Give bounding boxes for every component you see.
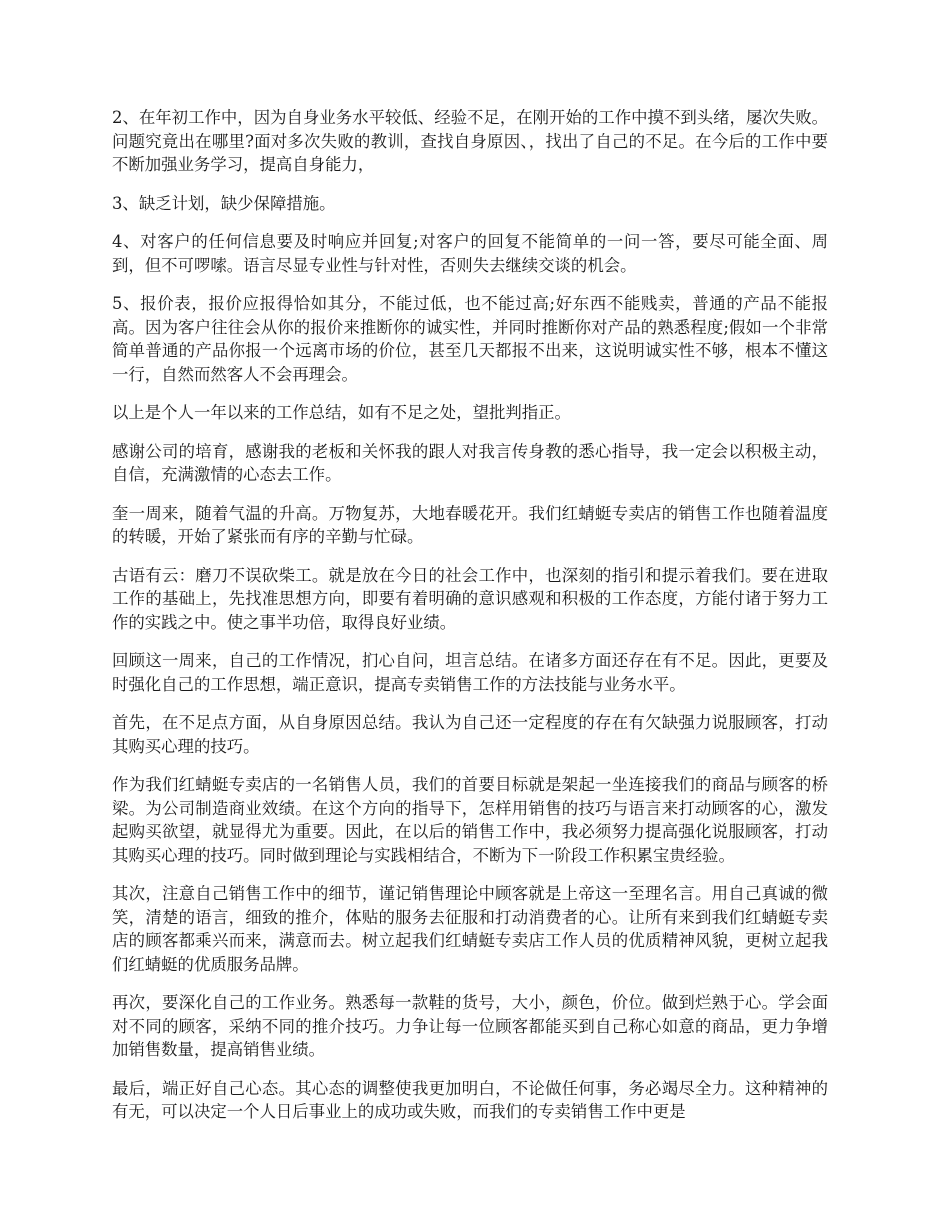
paragraph: 回顾这一周来，自己的工作情况，扪心自问，坦言总结。在诸多方面还存在有不足。因此，更要及时强化自己的工作思想，端正意识，提高专卖销售工作的方法技能与业务水平。 (112, 651, 828, 694)
paragraph: 感谢公司的培育，感谢我的老板和关怀我的跟人对我言传身教的悉心指导，我一定会以积极主动，自信，充满激情的心态去工作。 (112, 441, 828, 484)
paragraph: 其次，注意自己销售工作中的细节，谨记销售理论中顾客就是上帝这一至理名言。用自己真诚的微笑，清楚的语言，细致的推介，体贴的服务去征服和打动消费者的心。让所有来到我们红蜻蜓专卖店的顾客都乘兴而来，满意而去。树立起我们红蜻蜓专卖店工作人员的优质精神风貌，更树立起我们红蜻蜓的优质服务品牌。 (112, 884, 828, 974)
paragraph: 再次，要深化自己的工作业务。熟悉每一款鞋的货号，大小，颜色，价位。做到烂熟于心。学会面对不同的顾客，采纳不同的推介技巧。力争让每一位顾客都能买到自己称心如意的商品，更力争增加销售数量，提高销售业绩。 (112, 993, 828, 1059)
paragraph: 3、缺乏计划，缺少保障措施。 (112, 193, 336, 213)
paragraph: 奎一周来，随着气温的升高。万物复苏，大地春暖花开。我们红蜻蜓专卖店的销售工作也随着温度的转暖，开始了紧张而有序的辛勤与忙碌。 (112, 503, 828, 546)
paragraph: 作为我们红蜻蜓专卖店的一名销售人员，我们的首要目标就是架起一坐连接我们的商品与顾客的桥梁。为公司制造商业效绩。在这个方向的指导下，怎样用销售的技巧与语言来打动顾客的心，激发起购买欲望，就显得尤为重要。因此，在以后的销售工作中，我必须努力提高强化说服顾客，打动其购买心理的技巧。同时做到理论与实践相结合，不断为下一阶段工作积累宝贵经验。 (112, 775, 828, 865)
paragraph: 4、对客户的任何信息要及时响应并回复;对客户的回复不能简单的一问一答，要尽可能全面、周到，但不可啰嗦。语言尽显专业性与针对性，否则失去继续交谈的机会。 (112, 232, 828, 275)
paragraph: 古语有云：磨刀不误砍柴工。就是放在今日的社会工作中，也深刻的指引和提示着我们。要在进取工作的基础上，先找准思想方向，即要有着明确的意识感观和积极的工作态度，方能付诸于努力工作的实践之中。使之事半功倍，取得良好业绩。 (112, 565, 828, 632)
paragraph: 以上是个人一年以来的工作总结，如有不足之处，望批判指正。 (112, 403, 571, 422)
document-body (112, 106, 828, 1139)
paragraph: 最后，端正好自己心态。其心态的调整使我更加明白，不论做任何事，务必竭尽全力。这种精神的有无，可以决定一个人日后事业上的成功或失败，而我们的专卖销售工作中更是 (112, 1078, 828, 1121)
paragraph: 2、在年初工作中，因为自身业务水平较低、经验不足，在刚开始的工作中摸不到头绪，屡次失败。问题究竟出在哪里?面对多次失败的教训，查找自身原因、，找出了自己的不足。在今后的工作中要不断加强业务学习，提高自身能力， (112, 108, 828, 174)
paragraph: 首先，在不足点方面，从自身原因总结。我认为自己还一定程度的存在有欠缺强力说服顾客，打动其购买心理的技巧。 (112, 713, 828, 756)
paragraph: 5、报价表，报价应报得恰如其分，不能过低，也不能过高;好东西不能贱卖，普通的产品不能报高。因为客户往往会从你的报价来推断你的诚实性，并同时推断你对产品的熟悉程度;假如一个非常简单普通的产品你报一个远离市场的价位，甚至几天都报不出来，这说明诚实性不够，根本不懂这一行，自然而然客人不会再理会。 (112, 294, 828, 384)
